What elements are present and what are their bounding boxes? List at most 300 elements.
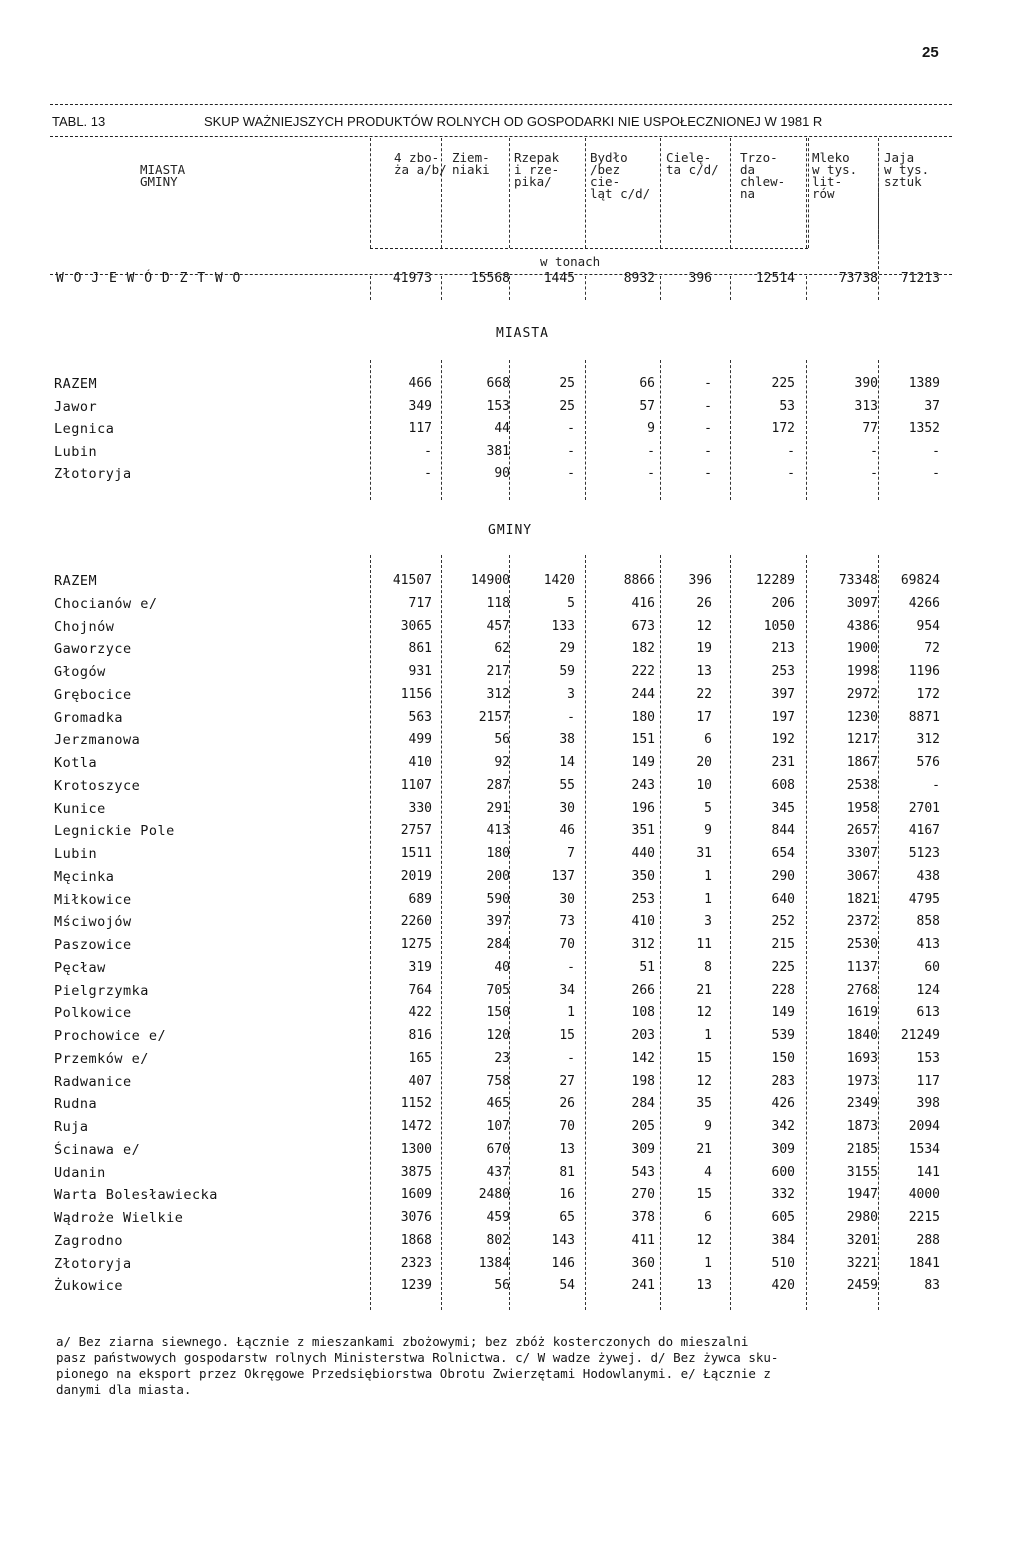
table-cell: 440 [631,846,655,861]
table-cell: 1472 [400,1119,432,1134]
table-cell: 312 [486,686,510,702]
column-header: Cielę- ta c/d/ [666,150,719,177]
table-cell: 543 [631,1164,655,1180]
table-cell: 288 [916,1232,940,1248]
table-cell: 197 [771,709,795,725]
table-cell: 284 [486,937,510,952]
table-cell: 2768 [846,982,878,998]
table-cell: 253 [771,664,795,679]
stub-header: MIASTA GMINY [140,162,186,189]
table-cell: 312 [631,937,655,952]
column-header: Ziem- niaki [452,150,490,177]
table-cell: 2701 [908,800,940,816]
row-label: Legnica [54,421,115,438]
column-separator [370,360,371,500]
table-cell: 816 [408,1028,432,1043]
table-cell: 12514 [755,271,795,286]
table-cell: 313 [854,398,878,414]
row-label: Miłkowice [54,891,132,908]
table-cell: 668 [486,376,510,391]
column-separator [806,138,807,248]
column-header: Bydło /bez cie- ląt c/d/ [590,150,651,201]
table-cell: 54 [559,1278,575,1294]
table-cell: 30 [559,891,575,907]
table-cell: 1693 [846,1050,878,1066]
table-cell: 466 [408,376,432,391]
table-cell: 2323 [400,1255,432,1271]
table-cell: 1841 [908,1255,940,1271]
table-cell: 13 [696,1278,712,1294]
table-cell: 1445 [543,271,575,286]
table-cell: 117 [408,421,432,437]
table-cell: 437 [486,1164,510,1180]
table-cell: 21 [696,1141,712,1157]
table-cell: 1821 [846,891,878,907]
table-cell: 802 [486,1232,510,1248]
row-label: Pęcław [54,959,106,976]
table-cell: 20 [696,755,712,770]
table-cell: - [704,466,712,482]
table-cell: 396 [688,271,712,286]
table-cell: 44 [494,421,510,437]
table-cell: 165 [408,1050,432,1066]
table-cell: 14900 [470,573,510,588]
row-label: Gaworzyce [54,641,132,658]
table-cell: - [787,443,795,459]
table-cell: 1900 [846,641,878,657]
table-cell: 1352 [908,421,940,437]
table-cell: 153 [916,1050,940,1066]
table-cell: 1868 [400,1232,432,1248]
table-cell: 1 [704,1255,712,1271]
table-cell: 222 [631,664,655,679]
table-cell: - [932,777,940,793]
table-cell: 8871 [908,709,940,725]
column-separator [660,138,661,248]
table-cell: 332 [771,1187,795,1203]
table-cell: 2094 [908,1119,940,1134]
table-cell: 1196 [908,664,940,679]
table-cell: 1511 [400,846,432,861]
table-cell: 1152 [400,1096,432,1112]
table-cell: 1 [704,868,712,884]
table-cell: 29 [559,641,575,657]
table-cell: 360 [631,1255,655,1271]
table-cell: 57 [639,398,655,414]
table-cell: 1050 [763,618,795,634]
table-cell: 143 [551,1232,575,1248]
table-cell: 290 [771,868,795,884]
table-cell: 266 [631,982,655,998]
footnote-line: pasz państwowych gospodarstw rolnych Ministerstwa Rolnictwa. c/ W wadze żywej. d/ Bez żywca sku- [56,1350,779,1365]
top-rule [50,104,952,105]
row-label: Ścinawa e/ [54,1141,141,1158]
table-cell: 244 [631,686,655,702]
row-label: Paszowice [54,937,132,953]
row-label: Męcinka [54,868,115,885]
table-cell: 407 [408,1073,432,1089]
table-cell: 654 [771,846,795,861]
table-cell: 2757 [400,823,432,839]
table-cell: 8932 [623,271,655,286]
table-cell: 9 [704,823,712,839]
table-cell: 21249 [900,1028,940,1043]
table-cell: 34 [559,982,575,998]
table-cell: 3875 [400,1164,432,1180]
table-cell: 420 [771,1278,795,1294]
table-cell: 92 [494,755,510,770]
table-cell: 2530 [846,937,878,952]
table-cell: 70 [559,1119,575,1134]
table-cell: 4167 [908,823,940,839]
table-cell: 9 [704,1119,712,1134]
table-cell: 41973 [392,271,432,286]
table-cell: - [704,398,712,414]
table-cell: 1420 [543,573,575,588]
table-cell: 5 [567,595,575,611]
row-label: Warta Bolesławiecka [54,1187,218,1204]
column-header: Rzepak i rze- pika/ [514,150,560,189]
table-cell: 151 [631,732,655,748]
row-label: Rudna [54,1096,98,1113]
row-label: Ruja [54,1119,89,1135]
table-cell: 2215 [908,1210,940,1225]
table-cell: 46 [559,823,575,839]
table-cell: 1107 [400,777,432,793]
table-cell: 228 [771,982,795,998]
table-cell: 2185 [846,1141,878,1157]
table-cell: 613 [916,1005,940,1021]
table-cell: 563 [408,709,432,725]
table-cell: 1275 [400,937,432,952]
row-label: Złotoryja [54,466,132,483]
column-header: Jaja w tys. sztuk [884,150,930,189]
row-label: Polkowice [54,1005,132,1022]
table-cell: 2372 [846,914,878,930]
table-cell: 438 [916,868,940,884]
table-cell: 8 [704,959,712,975]
row-label: Jawor [54,398,98,415]
table-cell: 670 [486,1141,510,1157]
table-cell: 182 [631,641,655,657]
table-cell: 31 [696,846,712,861]
table-cell: 15 [696,1050,712,1066]
table-cell: 384 [771,1232,795,1248]
table-cell: 13 [696,664,712,679]
table-cell: 40 [494,959,510,975]
table-cell: 397 [771,686,795,702]
table-title: SKUP WAŻNIEJSZYCH PRODUKTÓW ROLNYCH OD GOSPODARKI NIE USPOŁECZNIONEJ W 1981 R [204,114,823,129]
table-cell: 413 [916,937,940,952]
table-cell: 1389 [908,376,940,391]
row-label: Legnickie Pole [54,823,175,840]
table-cell: 287 [486,777,510,793]
table-cell: 215 [771,937,795,952]
table-cell: 1998 [846,664,878,679]
table-cell: 1840 [846,1028,878,1043]
table-cell: 309 [631,1141,655,1157]
table-cell: 124 [916,982,940,998]
row-label: Zagrodno [54,1232,124,1249]
table-cell: 1973 [846,1073,878,1089]
table-cell: 717 [408,595,432,611]
table-cell: 284 [631,1096,655,1112]
table-cell: 590 [486,891,510,907]
table-cell: - [647,443,655,459]
column-separator [370,276,371,300]
title-rule [50,136,952,137]
table-cell: 764 [408,982,432,998]
table-cell: 381 [486,443,510,459]
table-cell: 1873 [846,1119,878,1134]
table-cell: 1156 [400,686,432,702]
table-cell: 35 [696,1096,712,1112]
table-cell: 3155 [846,1164,878,1180]
table-cell: 53 [779,398,795,414]
table-cell: 312 [916,732,940,748]
column-separator [441,360,442,500]
table-cell: 200 [486,868,510,884]
table-cell: 81 [559,1164,575,1180]
table-cell: - [932,466,940,482]
table-cell: 416 [631,595,655,611]
table-cell: 9 [647,421,655,437]
column-separator [441,555,442,1310]
table-cell: 283 [771,1073,795,1089]
table-cell: 4386 [846,618,878,634]
table-cell: 118 [486,595,510,611]
table-cell: 59 [559,664,575,679]
table-cell: 600 [771,1164,795,1180]
table-cell: 22 [696,686,712,702]
table-cell: 349 [408,398,432,414]
table-cell: 1867 [846,755,878,770]
table-cell: 73 [559,914,575,930]
table-cell: 150 [486,1005,510,1021]
table-cell: 217 [486,664,510,679]
table-cell: 17 [696,709,712,725]
table-cell: 77 [862,421,878,437]
column-separator [370,138,371,248]
table-cell: 410 [631,914,655,930]
row-label: Złotoryja [54,1255,132,1272]
table-cell: 858 [916,914,940,930]
table-cell: 225 [771,376,795,391]
table-cell: 12 [696,618,712,634]
table-cell: 73348 [838,573,878,588]
table-cell: 15 [559,1028,575,1043]
table-cell: 426 [771,1096,795,1112]
table-cell: - [424,466,432,482]
table-cell: 12289 [755,573,795,588]
table-cell: 62 [494,641,510,657]
table-cell: 231 [771,755,795,770]
table-cell: 90 [494,466,510,482]
table-cell: - [704,443,712,459]
table-cell: - [787,466,795,482]
table-cell: 30 [559,800,575,816]
table-cell: 180 [486,846,510,861]
table-cell: 350 [631,868,655,884]
table-cell: 390 [854,376,878,391]
column-separator [878,138,879,274]
table-cell: 2157 [478,709,510,725]
table-cell: 60 [924,959,940,975]
table-cell: 1947 [846,1187,878,1203]
table-cell: 19 [696,641,712,657]
table-cell: 342 [771,1119,795,1134]
page-number: 25 [922,44,939,61]
row-label: RAZEM [54,376,98,392]
table-cell: 16 [559,1187,575,1203]
table-cell: 107 [486,1119,510,1134]
table-cell: 25 [559,398,575,414]
row-label: Pielgrzymka [54,982,149,999]
row-label: Gromadka [54,709,124,726]
table-cell: 351 [631,823,655,839]
table-cell: 1619 [846,1005,878,1021]
row-label: Kunice [54,800,106,817]
table-cell: 758 [486,1073,510,1089]
table-cell: 2972 [846,686,878,702]
table-cell: 10 [696,777,712,793]
column-header: 4 zbo- ża a/b/ [394,150,447,177]
table-cell: 398 [916,1096,940,1112]
table-cell: 196 [631,800,655,816]
table-cell: 225 [771,959,795,975]
table-cell: 510 [771,1255,795,1271]
table-cell: 8866 [623,573,655,588]
table-cell: 241 [631,1278,655,1294]
row-label: Prochowice e/ [54,1028,167,1044]
table-cell: 1958 [846,800,878,816]
table-cell: 243 [631,777,655,793]
unit-rule [370,248,808,249]
table-cell: 198 [631,1073,655,1089]
table-number: TABL. 13 [52,114,106,129]
table-cell: 457 [486,618,510,634]
table-cell: 41507 [392,573,432,588]
table-cell: 931 [408,664,432,679]
table-cell: 70 [559,937,575,952]
column-separator [370,555,371,1310]
row-label: Mściwojów [54,914,132,931]
row-label: Wądroże Wielkie [54,1210,184,1226]
table-cell: 2980 [846,1210,878,1225]
table-cell: - [567,466,575,482]
table-cell: 291 [486,800,510,816]
table-cell: 21 [696,982,712,998]
table-cell: - [567,959,575,975]
table-cell: 2480 [478,1187,510,1203]
row-label: Głogów [54,664,106,680]
column-header: Trzo- da chlew- na [740,150,786,201]
table-cell: 3076 [400,1210,432,1225]
table-cell: - [647,466,655,482]
table-cell: 345 [771,800,795,816]
table-cell: 55 [559,777,575,793]
column-separator [441,276,442,300]
table-cell: 146 [551,1255,575,1271]
table-cell: 137 [551,868,575,884]
table-cell: 15568 [470,271,510,286]
table-cell: 844 [771,823,795,839]
table-cell: 396 [688,573,712,588]
footnote-line: pionego na eksport przez Okręgowe Przedsiębiorstwa Obrotu Zwierzętami Hodowlanymi. e/ Łącznie z [56,1366,771,1381]
table-cell: 1384 [478,1255,510,1271]
table-cell: 3 [567,686,575,702]
table-cell: 213 [771,641,795,657]
table-cell: 2538 [846,777,878,793]
table-cell: - [704,376,712,391]
table-cell: 954 [916,618,940,634]
row-label: Jerzmanowa [54,732,141,749]
row-label: Chocianów e/ [54,595,158,612]
column-separator [806,276,807,300]
table-cell: 689 [408,891,432,907]
table-cell: 38 [559,732,575,748]
table-cell: 172 [771,421,795,437]
table-cell: 4266 [908,595,940,611]
table-cell: 2019 [400,868,432,884]
column-separator [509,138,510,248]
table-cell: 141 [916,1164,940,1180]
table-cell: 14 [559,755,575,770]
row-label: Przemków e/ [54,1050,149,1067]
table-cell: 56 [494,1278,510,1294]
table-cell: 108 [631,1005,655,1021]
table-cell: 7 [567,846,575,861]
section-title-miasta: MIASTA [496,326,549,341]
table-cell: 411 [631,1232,655,1248]
table-cell: 576 [916,755,940,770]
table-cell: 1534 [908,1141,940,1157]
table-cell: - [567,421,575,437]
row-label: Lubin [54,443,98,460]
footnote-line: a/ Bez ziarna siewnego. Łącznie z mieszankami zbożowymi; bez zbóż kosterczonych do mieszalni [56,1334,749,1349]
table-cell: 6 [704,1210,712,1225]
row-label: Lubin [54,846,98,862]
table-cell: 117 [916,1073,940,1089]
table-cell: 413 [486,823,510,839]
table-cell: 25 [559,376,575,391]
table-cell: 252 [771,914,795,930]
table-cell: 26 [696,595,712,611]
table-cell: 705 [486,982,510,998]
table-cell: 192 [771,732,795,748]
table-cell: 5 [704,800,712,816]
table-cell: 12 [696,1232,712,1248]
unit-label: w tonach [540,254,601,269]
table-cell: 51 [639,959,655,975]
table-cell: 12 [696,1005,712,1021]
table-cell: 150 [771,1050,795,1066]
table-cell: 65 [559,1210,575,1225]
row-label: Grębocice [54,686,132,703]
footnote-line: danymi dla miasta. [56,1382,192,1397]
table-cell: 153 [486,398,510,414]
table-cell: 3 [704,914,712,930]
table-cell: 83 [924,1278,940,1294]
table-cell: 23 [494,1050,510,1066]
table-cell: 330 [408,800,432,816]
table-cell: 465 [486,1096,510,1112]
table-cell: 206 [771,595,795,611]
table-cell: - [567,709,575,725]
table-cell: 3097 [846,595,878,611]
column-separator [808,138,809,248]
table-cell: 397 [486,914,510,930]
